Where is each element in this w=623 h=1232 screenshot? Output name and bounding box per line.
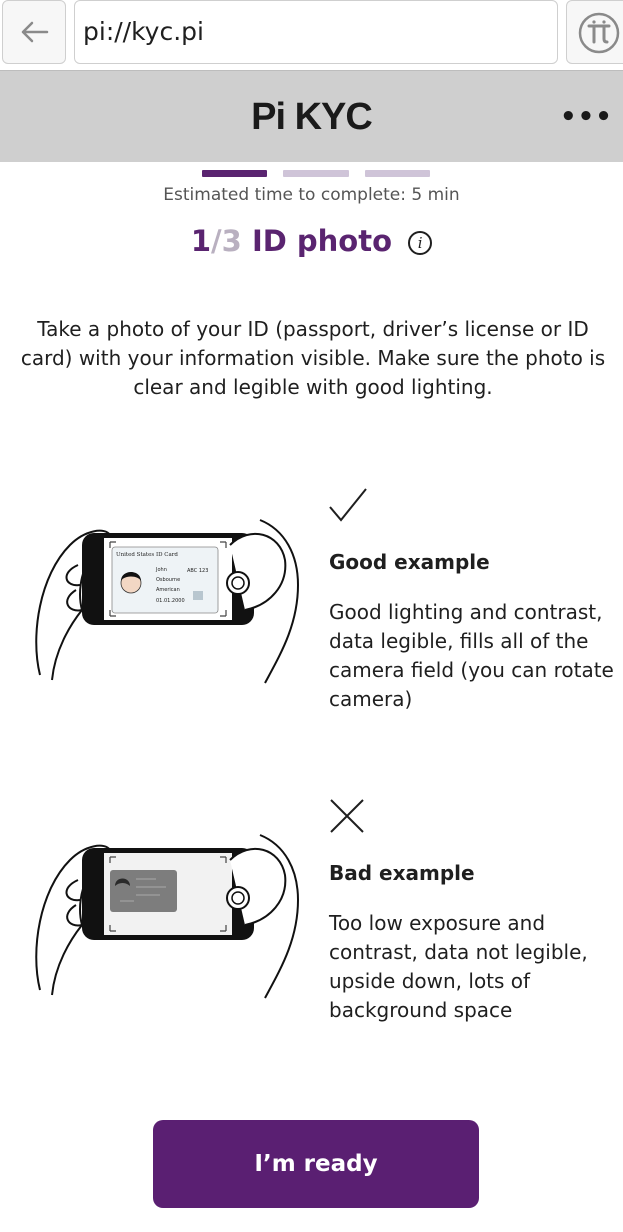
progress-segment-2 — [283, 170, 349, 177]
progress-segment-1 — [202, 170, 267, 177]
card-nationality: American — [156, 587, 180, 593]
progress-indicator — [0, 170, 623, 178]
instructions-text: Take a photo of your ID (passport, driver’s license or ID card) with your information visible. Make sure the photo is clear and legible with good lighting. — [20, 317, 606, 399]
bad-example-description: Too low exposure and contrast, data not legible, upside down, lots of background space — [329, 911, 588, 1022]
pi-browser-button[interactable] — [566, 0, 623, 64]
estimated-time: Estimated time to complete: 5 min — [163, 185, 460, 205]
check-icon — [327, 487, 369, 523]
page-title: Pi KYC — [251, 96, 372, 138]
x-icon — [329, 798, 365, 834]
card-heading: United States ID Card — [116, 552, 178, 558]
card-id-number: ABC 123 — [187, 568, 209, 574]
good-example-description: Good lighting and contrast, data legible, fills all of the camera field (you can rotate camera) — [329, 600, 614, 711]
progress-segment-3 — [365, 170, 430, 177]
browser-bar — [0, 0, 623, 70]
step-total: 3 — [221, 224, 242, 258]
bad-example-illustration — [30, 830, 300, 1000]
url-field[interactable]: pi://kyc.pi — [74, 0, 558, 64]
step-name: ID photo — [251, 224, 393, 258]
app-header — [0, 70, 623, 162]
bad-example-title: Bad example — [329, 861, 475, 885]
card-first-name: John — [156, 567, 167, 573]
info-icon[interactable]: i — [408, 231, 432, 255]
step-current: 1 — [190, 224, 212, 258]
back-button[interactable] — [2, 0, 66, 64]
good-example-illustration — [30, 515, 300, 685]
step-title — [0, 224, 623, 258]
card-last-name: Osbourne — [156, 577, 181, 583]
im-ready-button[interactable]: I’m ready — [153, 1120, 479, 1208]
arrow-left-icon — [19, 20, 49, 44]
pi-logo-icon — [577, 11, 621, 55]
more-options-button[interactable]: ••• — [560, 102, 613, 132]
card-dob: 01.01.2000 — [156, 598, 185, 604]
good-example-title: Good example — [329, 550, 490, 574]
step-separator: / — [211, 224, 222, 258]
